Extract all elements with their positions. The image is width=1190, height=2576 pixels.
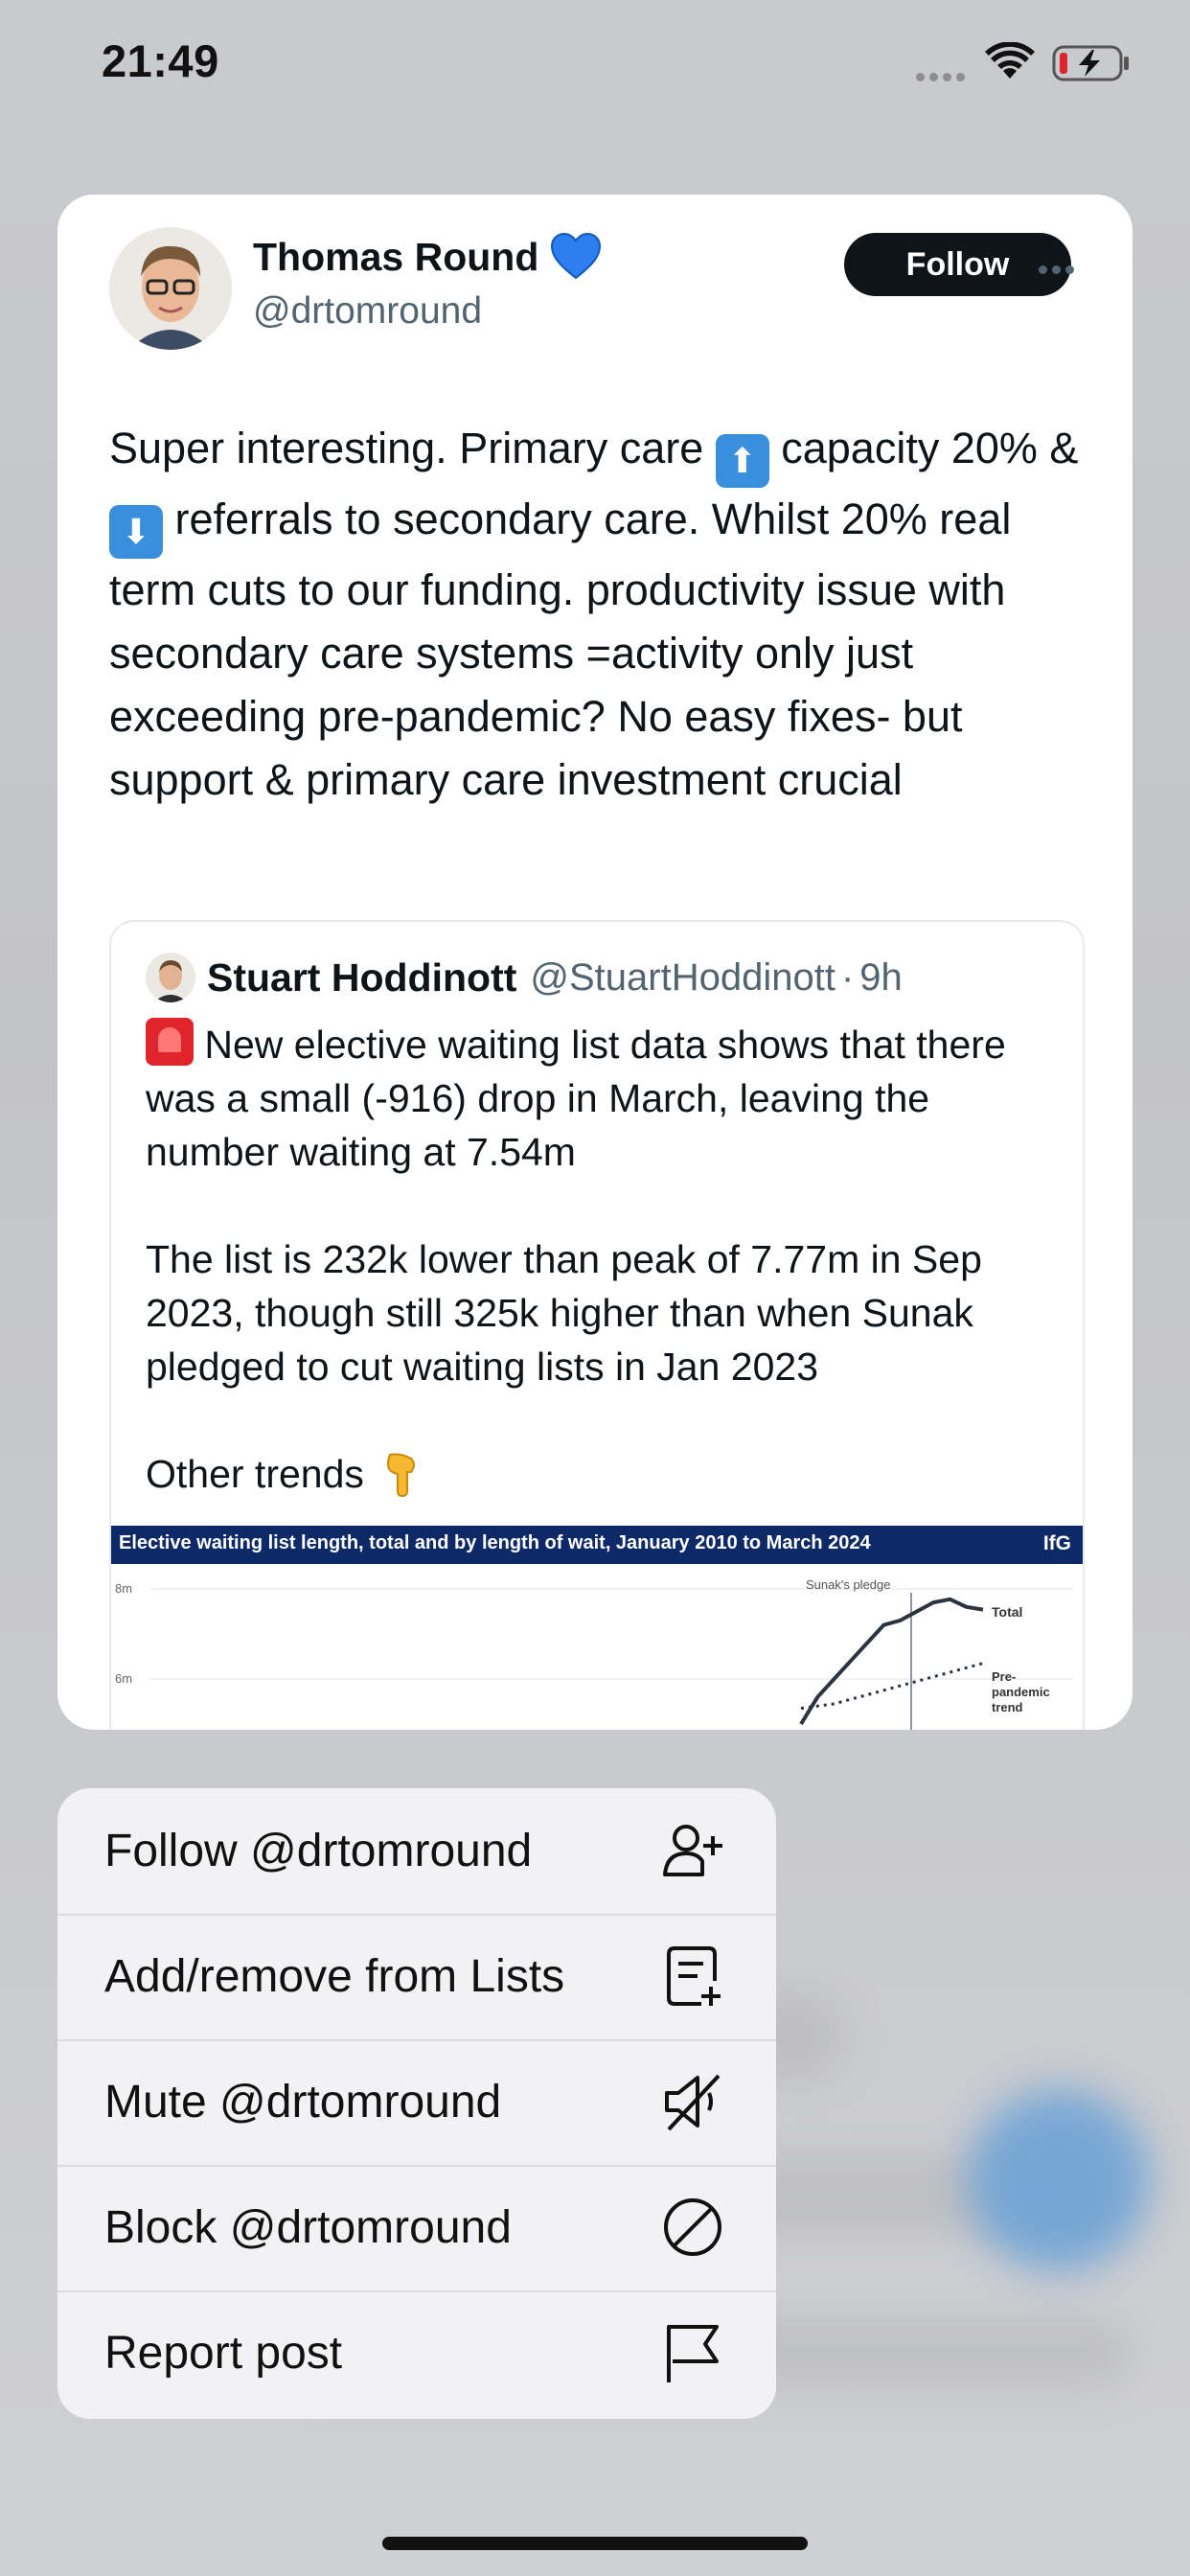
menu-item-mute[interactable] (57, 2039, 776, 2167)
chart-header-bar (111, 1526, 1083, 1564)
menu-item-report[interactable] (57, 2290, 776, 2416)
menu-item-label: Follow @drtomround (104, 1826, 533, 1876)
flag-icon (659, 2319, 726, 2386)
mute-icon (659, 2068, 726, 2135)
total-series-label: Total (992, 1604, 1023, 1620)
chart-title: Elective waiting list length, total and by length of wait, January 2010 to March 2024 (119, 1532, 871, 1553)
quoted-post-time: 9h (859, 955, 903, 999)
wifi-icon (985, 42, 1035, 80)
menu-item-block[interactable] (57, 2165, 776, 2292)
block-icon (659, 2194, 726, 2261)
quoted-post[interactable] (109, 920, 1085, 1730)
chart-plot (111, 1564, 1083, 1730)
menu-item-lists[interactable] (57, 1914, 776, 2041)
author-avatar[interactable] (109, 227, 232, 350)
blue-heart-icon (550, 233, 602, 281)
battery-charging-icon (1052, 44, 1131, 82)
context-menu (57, 1788, 776, 2419)
status-time: 21:49 (102, 35, 219, 86)
up-arrow-icon: ⬆ (716, 434, 769, 488)
post-text (109, 417, 1096, 812)
post-card (57, 195, 1133, 1730)
add-list-icon (659, 1943, 726, 2010)
menu-item-label: Report post (104, 2328, 343, 2379)
total-series-line (801, 1599, 983, 1724)
menu-item-follow[interactable] (57, 1788, 776, 1916)
chart-image (111, 1526, 1083, 1730)
pre-pandemic-series-label: Pre-pandemic trend (992, 1669, 1050, 1714)
down-arrow-icon: ⬇ (109, 505, 163, 559)
author-name[interactable]: Thomas Round (253, 234, 539, 279)
follow-button[interactable]: Follow (844, 233, 1071, 296)
menu-item-label: Mute @drtomround (104, 2077, 502, 2128)
post-text-part: Super interesting. Primary care (109, 424, 716, 472)
status-bar (0, 0, 1190, 134)
quoted-post-text (146, 1018, 1065, 1554)
more-options-icon[interactable] (1039, 262, 1079, 279)
pointing-down-icon (375, 1452, 421, 1496)
quoted-paragraph: Other trends (146, 1452, 376, 1496)
quoted-paragraph: New elective waiting list data shows that there was a small (-916) drop in March, leaving the number waiting at 7.54m (146, 1023, 1006, 1174)
menu-item-label: Block @drtomround (104, 2202, 512, 2253)
post-text-part: referrals to secondary care. Whilst 20% real term cuts to our funding. productivity issue with secondary care systems =activity only just exceeding pre-pandemic? No easy fixes- but support & primary care investment crucial (109, 494, 1012, 804)
add-person-icon (659, 1817, 726, 1884)
pledge-annotation: Sunak's pledge (806, 1577, 891, 1592)
post-text-part: capacity 20% & (768, 424, 1079, 472)
menu-item-label: Add/remove from Lists (104, 1951, 565, 2002)
quoted-paragraph: The list is 232k lower than peak of 7.77m in Sep 2023, though still 325k higher than when Sunak pledged to cut waiting lists in Jan 2023 (146, 1237, 982, 1389)
meta-separator: · (840, 955, 855, 999)
siren-icon (146, 1018, 194, 1066)
y-tick-label: 6m (115, 1671, 133, 1686)
quoted-author-handle: @StuartHoddinott (530, 955, 835, 999)
author-handle[interactable]: @drtomround (253, 290, 483, 332)
cellular-signal-icon (916, 69, 970, 86)
home-indicator[interactable] (382, 2537, 808, 2550)
quoted-author-avatar (146, 953, 195, 1002)
ifg-logo: IfG (1042, 1532, 1071, 1554)
y-tick-label: 8m (115, 1581, 133, 1596)
author-name-row (253, 233, 602, 281)
quoted-author-name: Stuart Hoddinott (207, 954, 517, 1000)
quoted-post-header (146, 953, 903, 1002)
